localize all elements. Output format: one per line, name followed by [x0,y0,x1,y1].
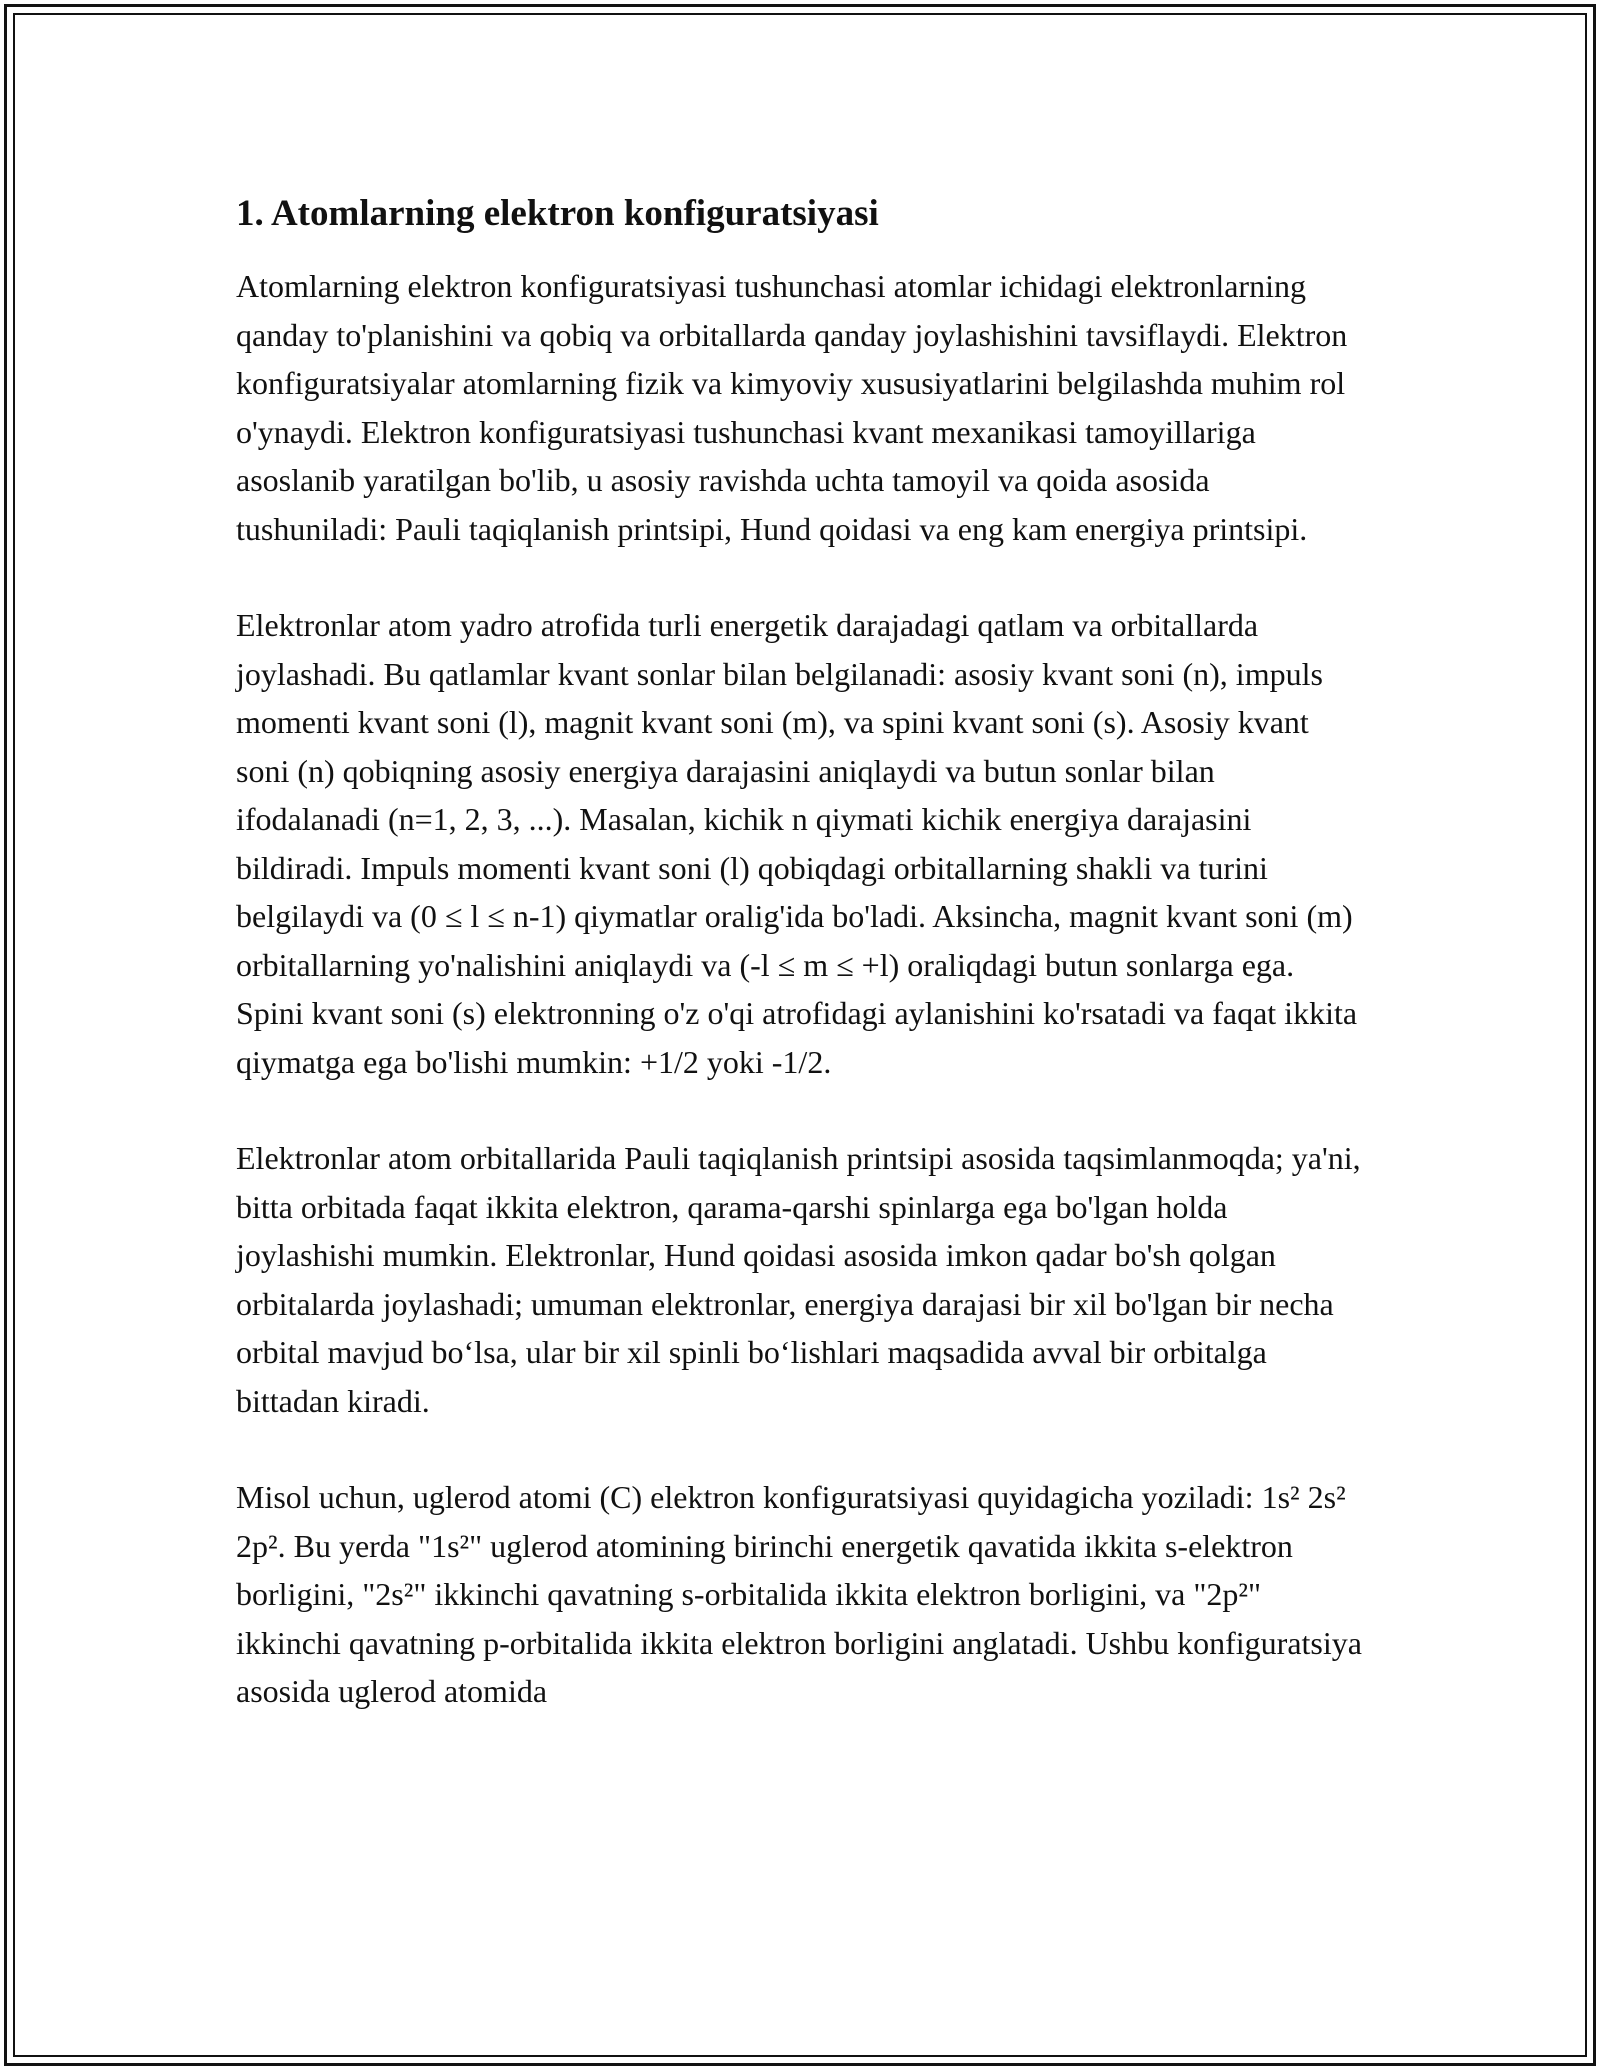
paragraph-pauli-hund: Elektronlar atom orbitallarida Pauli taqiqlanish printsipi asosida taqsimlanmoqda; ya'ni, bitta orbitada faqat ikkita elektron, qarama-qarshi spinlarga ega bo'lgan holda joylashishi mumkin. Elektronlar, Hund qoidasi asosida imkon qadar bo'sh qolgan orbitalarda joylashadi; umuman elektronlar, energiya darajasi bir xil bo'lgan bir necha orbital mavjud bo‘lsa, ular bir xil spinli bo‘lishlari maqsadida avval bir orbitalga bittadan kiradi. [236,1140,1361,1419]
paragraph-carbon-example: Misol uchun, uglerod atomi (C) elektron konfiguratsiyasi quyidagicha yoziladi: 1s² 2s² 2p². Bu yerda "1s²" uglerod atomining birinchi energetik qavatida ikkita s-elektron borligini, "2s²" ikkinchi qavatning s-orbitalida ikkita elektron borligini, va "2p²" ikkinchi qavatning p-orbitalida ikkita elektron borligini anglatadi. Ushbu konfiguratsiya asosida uglerod atomida [236,1479,1362,1709]
paragraph-quantum-numbers: Elektronlar atom yadro atrofida turli energetik darajadagi qatlam va orbitallarda joylashadi. Bu qatlamlar kvant sonlar bilan belgilanadi: asosiy kvant soni (n), impuls momenti kvant soni (l), magnit kvant soni (m), va spini kvant soni (s). Asosiy kvant soni (n) qobiqning asosiy energiya darajasini aniqlaydi va butun sonlar bilan ifodalanadi (n=1, 2, 3, ...). Masalan, kichik n qiymati kichik energiya darajasini bildiradi. Impuls momenti kvant soni (l) qobiqdagi orbitallarning shakli va turini belgilaydi va (0 ≤ l ≤ n-1) qiymatlar oralig'ida bo'ladi. Aksincha, magnit kvant soni (m) orbitallarning yo'nalishini aniqlaydi va (-l ≤ m ≤ +l) oraliqdagi butun sonlarga ega. Spini kvant soni (s) elektronning o'z o'qi atrofidagi aylanishini ko'rsatadi va faqat ikkita qiymatga ega bo'lishi mumkin: +1/2 yoki -1/2. [236,607,1358,1080]
section-heading: 1. Atomlarning elektron konfiguratsiyasi [236,193,879,234]
document-body [236,188,1366,1764]
paragraph-intro: Atomlarning elektron konfiguratsiyasi tushunchasi atomlar ichidagi elektronlarning qanday to'planishini va qobiq va orbitallarda qanday joylashishini tavsiflaydi. Elektron konfiguratsiyalar atomlarning fizik va kimyoviy xususiyatlarini belgilashda muhim rol o'ynaydi. Elektron konfiguratsiyasi tushunchasi kvant mexanikasi tamoyillariga asoslanib yaratilgan bo'lib, u asosiy ravishda uchta tamoyil va qoida asosida tushuniladi: Pauli taqiqlanish printsipi, Hund qoidasi va eng kam energiya printsipi. [236,268,1348,547]
